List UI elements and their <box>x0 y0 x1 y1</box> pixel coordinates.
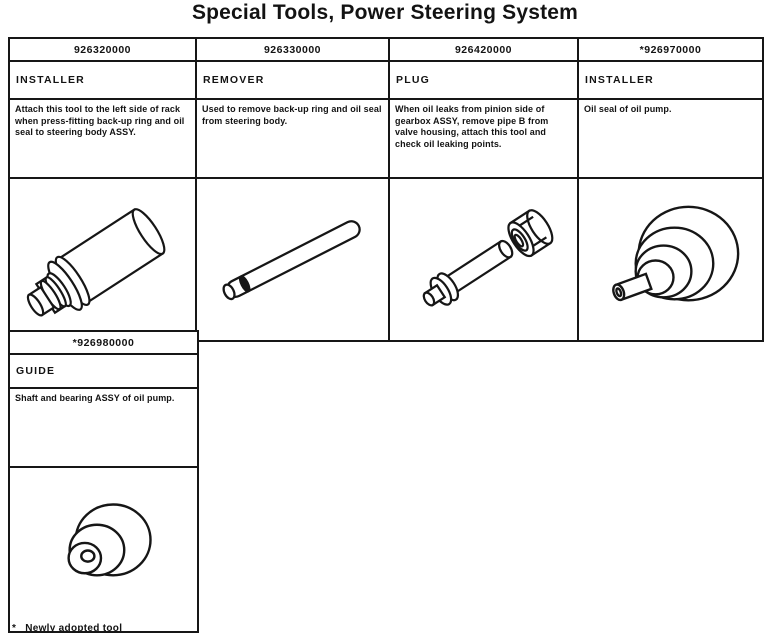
tool-name: REMOVER <box>196 61 389 99</box>
tool-number: *926980000 <box>9 331 198 354</box>
tool-illustration-row <box>9 178 763 341</box>
footnote-text: Newly adopted tool <box>25 623 123 634</box>
tool-name: INSTALLER <box>578 61 763 99</box>
tool-number: *926970000 <box>578 38 763 61</box>
plug-rod-with-hex-cap-icon <box>390 179 577 340</box>
tool-illustration-cell <box>196 178 389 341</box>
tool-number: 926320000 <box>9 38 196 61</box>
stepped-cone-installer-icon <box>579 179 762 340</box>
page-title: Special Tools, Power Steering System <box>191 1 579 24</box>
tool-description: Shaft and bearing ASSY of oil pump. <box>9 388 198 467</box>
stepped-bushing-guide-icon <box>10 468 197 631</box>
tool-description: Used to remove back-up ring and oil seal from steering body. <box>196 99 389 178</box>
tool-illustration-cell <box>578 178 763 341</box>
tool-illustration-cell <box>389 178 578 341</box>
special-tools-table-continued <box>8 330 199 633</box>
special-tools-table <box>8 37 764 342</box>
long-rod-remover-icon <box>197 179 388 340</box>
tool-name-row <box>9 61 763 99</box>
tool-illustration-cell <box>9 178 196 341</box>
tool-number-row <box>9 331 198 354</box>
tool-illustration-cell <box>9 467 198 632</box>
tool-illustration-row <box>9 467 198 632</box>
footnote-asterisk: * <box>12 623 17 634</box>
tool-description-row <box>9 99 763 178</box>
tool-description: Oil seal of oil pump. <box>578 99 763 178</box>
tool-name: GUIDE <box>9 354 198 388</box>
tool-name: INSTALLER <box>9 61 196 99</box>
tool-number-row <box>9 38 763 61</box>
tool-name: PLUG <box>389 61 578 99</box>
tool-description-row <box>9 388 198 467</box>
tool-name-row <box>9 354 198 388</box>
footnote <box>12 623 122 634</box>
tool-number: 926420000 <box>389 38 578 61</box>
tool-description: Attach this tool to the left side of rack when press-fitting back-up ring and oil seal to steering body ASSY. <box>9 99 196 178</box>
tool-number: 926330000 <box>196 38 389 61</box>
tool-description: When oil leaks from pinion side of gearbox ASSY, remove pipe B from valve housing, attach this tool and check oil leaking points. <box>389 99 578 178</box>
stepped-cylinder-installer-icon <box>10 179 195 340</box>
